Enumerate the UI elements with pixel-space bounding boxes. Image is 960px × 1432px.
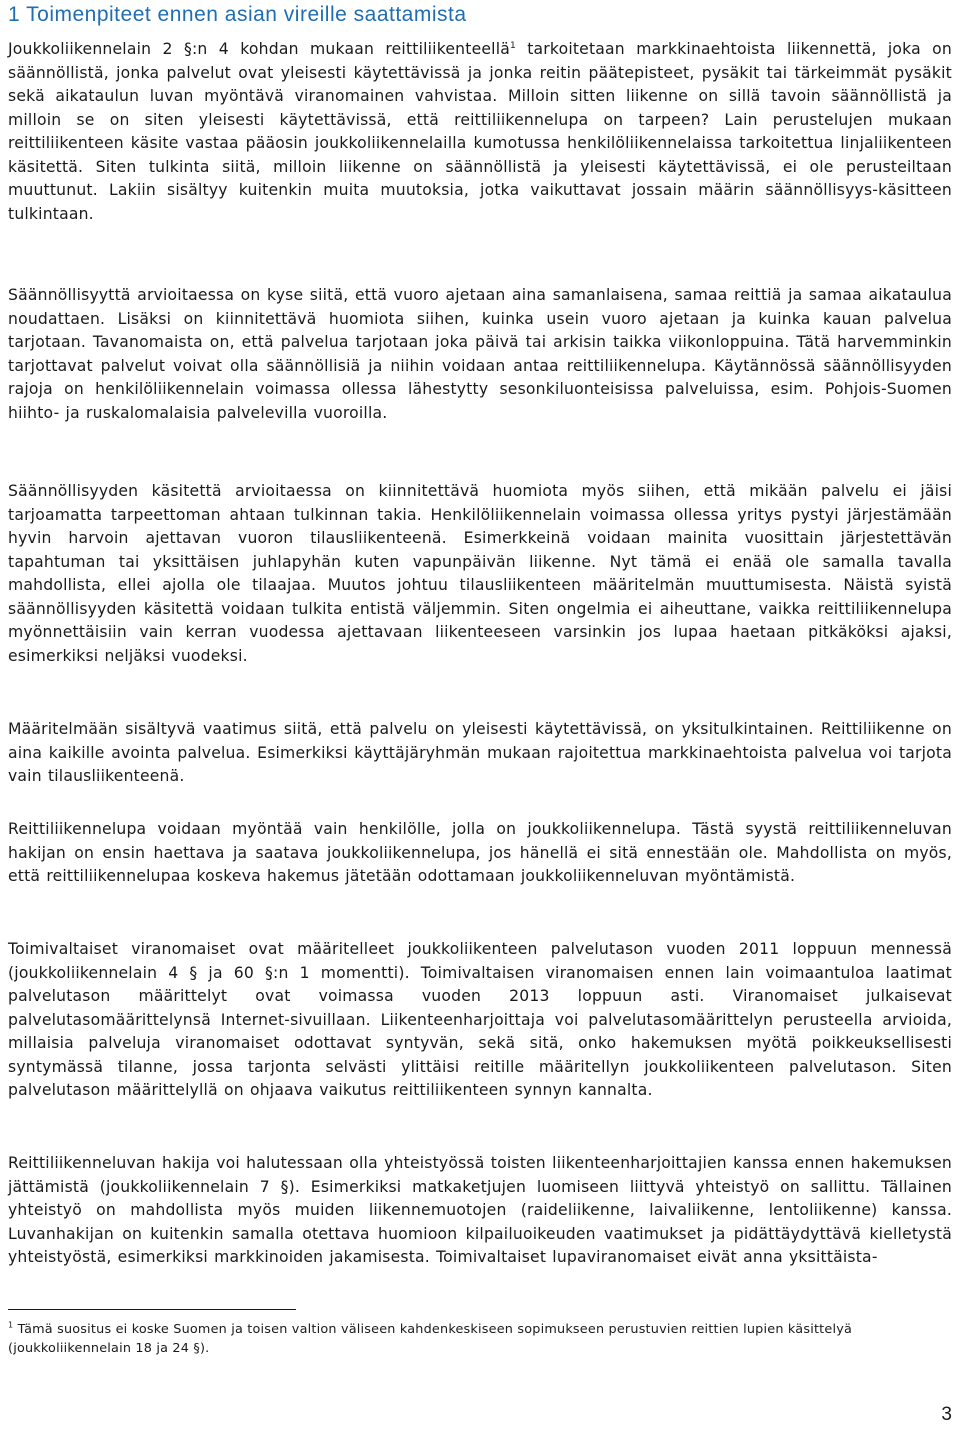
paragraph-reittiliikenne-definition: [8, 38, 952, 226]
paragraph-saannollisyys: Säännöllisyyttä arvioitaessa on kyse siitä, että vuoro ajetaan aina samanlaisena, samaa reittiä ja samaa aikataulua noudattaen. Lisäksi on kiinnitettävä huomiota siihen, kuinka usein vuoro ajetaan ja kuinka kauan palvelua tarjotaan. Tavanomaista on, että palvelua tarjotaan joka päivä tai arkisin taikka viikonloppuina. Tätä harvemminkin tarjottavat palvelut voivat olla säännöllisiä ja niihin voidaan antaa reittiliikennelupa. Käytännössä säännöllisyyden rajoja on henkilöliikennelain voimassa ollessa lähestytty sesonkiluonteisissa palveluissa, esim. Pohjois-Suomen hiihto- ja ruskalomalaisia palvelevilla vuoroilla.: [8, 286, 952, 422]
paragraph-palvelutaso: Toimivaltaiset viranomaiset ovat määritelleet joukkoliikenteen palvelutason vuoden 2011 loppuun mennessä (joukkoliikennelain 4 § ja 60 §:n 1 momentti). Toimivaltaisen viranomaisen ennen lain voimaantuloa laatimat palvelutason määrittelyt ovat voimassa vuoden 2013 loppuun asti. Viranomaiset julkaisevat palvelutasomäärittelynsä Internet-sivuillaan. Liikenteenharjoittaja voi palvelutasomäärittelyn perusteella arvioida, millaisia palveluja viranomaiset odottavat syntyvän, sekä sitä, onko hakemuksen myötä poikkeuksellisesti syntymässä tilanne, jossa tarjonta selvästi ylittäisi reitille määritellyn joukkoliikenteen palvelutason. Siten palvelutason määrittelyllä on ohjaava vaikutus reittiliikenteen synnyn kannalta.: [8, 940, 952, 1099]
paragraph-yleisesti-kaytettavissa: Määritelmään sisältyvä vaatimus siitä, että palvelu on yleisesti käytettävissä, on yksitulkintainen. Reittiliikenne on aina kaikille avointa palvelua. Esimerkiksi käyttäjäryhmän mukaan rajoitettua markkinaehtoista palvelua voi tarjota vain tilausliikenteenä.: [8, 720, 952, 785]
paragraph-text: Joukkoliikennelain 2 §:n 4 kohdan mukaan reittiliikenteellä: [8, 40, 510, 58]
footnote: [8, 1320, 952, 1358]
page-number: 3: [941, 1404, 952, 1425]
paragraph-saannollisyyden-kasite: Säännöllisyyden käsitettä arvioitaessa on kiinnitettävä huomiota myös siihen, että mikään palvelu ei jäisi tarjoamatta tarpeettoman ahtaan tulkinnan takia. Henkilöliikennelain voimassa ollessa yritys pystyi järjestämään hyvin harvoin ajettavan vuoron tilausliikenteenä. Esimerkkeinä voidaan mainita vuosittain järjestettävän tapahtuman tai yksittäisen juhlapyhän kuten vapunpäivän liikenne. Nyt tämä ei enää ole samalla tavalla mahdollista, ellei ajolla ole tilaajaa. Muutos johtuu tilausliikenteen määritelmän muuttumisesta. Näistä syistä säännöllisyyden käsitettä voidaan tulkita entistä väljemmin. Siten ongelmia ei aiheuttane, vaikka reittiliikennelupa myönnettäisiin vain kerran vuodessa ajettavaan liikenteeseen varsinkin jos lupaa haetaan pitkäköksi ajaksi, esimerkiksi neljäksi vuodeksi.: [8, 482, 952, 665]
paragraph-text: tarkoitetaan markkinaehtoista liikennettä, joka on säännöllistä, jonka palvelut ovat yleisesti käytettävissä ja jonka reitin päätepisteet, pysäkit tai tärkeimmät pysäkit sekä aikataulun luvan myöntävä viranomainen vahvistaa. Milloin sitten liikenne on sillä tavoin säännöllistä ja milloin se on siten yleisesti käytettävissä, että reittiliikennelupa on tarpeen? Lain perustelujen mukaan reittiliikenteen käsite vastaa pääosin joukkoliikennelailla kumotussa henkilöliikennelaissa tarkoitettua linjaliikenteen käsitettä. Siten tulkinta siitä, milloin liikenne on säännöllistä ja yleisesti käytettävissä, ei ole perusteiltaan muuttunut. Lakiin sisältyy kuitenkin muita muutoksia, jotka vaikuttavat jossain määrin säännöllisyys-käsitteen tulkintaan.: [8, 40, 952, 223]
footnote-marker: 1: [8, 1320, 14, 1330]
paragraph-joukkoliikennelupa: Reittiliikennelupa voidaan myöntää vain henkilölle, jolla on joukkoliikennelupa. Tästä syystä reittiliikenneluvan hakijan on ensin haettava ja saatava joukkoliikennelupa, jos hänellä ei sitä ennestään ole. Mahdollista on myös, että reittiliikennelupaa koskeva hakemus jätetään odottamaan joukkoliikenneluvan myöntämistä.: [8, 820, 952, 885]
paragraph-yhteistyo: Reittiliikenneluvan hakija voi halutessaan olla yhteistyössä toisten liikenteenharjoittajien kanssa ennen hakemuksen jättämistä (joukkoliikennelain 7 §). Esimerkiksi matkaketjujen luomiseen liittyvä yhteistyö on sallittu. Tällainen yhteistyö on mahdollista myös muiden liikennemuotojen (raideliikenne, laivaliikenne, lentoliikenne) kanssa. Luvanhakijan on kuitenkin samalla otettava huomioon kilpailuoikeuden vaatimukset ja pidättäydyttävä kielletystä yhteistyöstä, esimerkiksi markkinoiden jakamisesta. Toimivaltaiset lupaviranomaiset eivät anna yksittäista-: [8, 1154, 952, 1266]
document-page: [8, 0, 952, 1425]
footnote-separator: [8, 1309, 296, 1310]
footnote-reference: 1: [509, 40, 516, 51]
section-heading: 1 Toimenpiteet ennen asian vireille saattamista: [8, 3, 467, 26]
footnote-text: Tämä suositus ei koske Suomen ja toisen valtion väliseen kahdenkeskiseen sopimukseen perustuvien reittien lupien käsittelyä (joukkoliikennelain 18 ja 24 §).: [8, 1322, 853, 1356]
